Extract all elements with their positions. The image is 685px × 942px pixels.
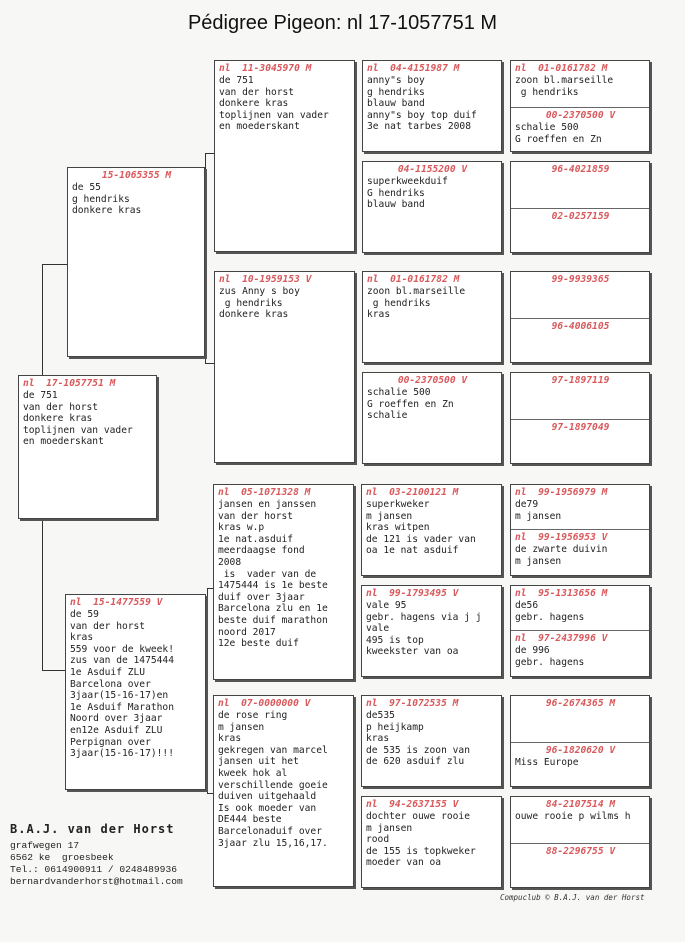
ring-number: nl 99-1956979 M bbox=[515, 487, 608, 498]
pigeon-info: zoon bl.marseille g hendriks bbox=[515, 75, 614, 98]
pigeon-info: de79 m jansen bbox=[515, 499, 562, 522]
ring-number: nl 10-1959153 V bbox=[219, 274, 312, 285]
page-title: Pédigree Pigeon: nl 17-1057751 M bbox=[187, 12, 498, 34]
connector-line bbox=[205, 153, 206, 363]
ancestor-pair-box bbox=[510, 271, 650, 363]
pigeon-info: zoon bl.marseille g hendriks kras bbox=[367, 286, 466, 321]
ring-number: nl 07-0000000 V bbox=[218, 698, 311, 709]
ancestor-mff-box bbox=[361, 484, 502, 576]
pigeon-info: de 59 van der horst kras 559 voor de kweek! zus van de 1475444 1e Asduif ZLU Barcelona over 3jaar(15-16-17)en 1e Asduif Marathon Noord over 3jaar en12e Asduif ZLU Perpignan over 3jaar(15-16-17)!!! bbox=[70, 609, 174, 760]
pigeon-info: de535 p heijkamp kras de 535 is zoon van de 620 asduif zlu bbox=[366, 710, 470, 768]
pigeon-info: schalie 500 G roeffen en Zn schalie bbox=[367, 387, 454, 422]
grandsire-mf-box bbox=[213, 484, 354, 680]
ring-number: nl 97-2437996 V bbox=[515, 633, 608, 644]
software-credit: Compuclub © B.A.J. van der Horst bbox=[500, 893, 645, 902]
breeder-email: bernardvanderhorst@hotmail.com bbox=[10, 876, 183, 887]
ring-number: 88-2296755 V bbox=[545, 846, 616, 857]
ancestor-mmm-box bbox=[361, 796, 502, 888]
breeder-phone: Tel.: 0614900911 / 0248489936 bbox=[10, 864, 177, 875]
ring-number: 97-1897049 bbox=[551, 422, 610, 433]
pigeon-info: de 55 g hendriks donkere kras bbox=[72, 182, 142, 217]
ring-number: 96-2674365 M bbox=[545, 698, 616, 709]
pigeon-info: vale 95 gebr. hagens via j j vale 495 is top kweekster van oa bbox=[366, 600, 482, 658]
ring-number: nl 05-1071328 M bbox=[218, 487, 311, 498]
granddam-fm-box bbox=[214, 271, 355, 463]
pigeon-info: dochter ouwe rooie m jansen rood de 155 is topkweker moeder van oa bbox=[366, 811, 476, 869]
subject-pigeon-box bbox=[18, 375, 157, 519]
ring-number: nl 15-1477559 V bbox=[70, 597, 163, 608]
grandsire-ff-box bbox=[214, 60, 355, 252]
ancestor-pair-box bbox=[510, 484, 650, 576]
ancestor-pair-box bbox=[510, 60, 650, 152]
ancestor-ffm-box bbox=[362, 161, 502, 253]
ring-number: 00-2370500 V bbox=[545, 110, 616, 121]
father-box bbox=[67, 167, 205, 357]
ring-number: nl 17-1057751 M bbox=[23, 378, 116, 389]
ancestor-mmf-box bbox=[361, 695, 502, 787]
ring-number: nl 94-2637155 V bbox=[366, 799, 459, 810]
ancestor-pair-box bbox=[510, 585, 650, 677]
pigeon-info: anny"s boy g hendriks blauw band anny"s boy top duif 3e nat tarbes 2008 bbox=[367, 75, 477, 133]
ring-number: nl 03-2100121 M bbox=[366, 487, 459, 498]
pigeon-info: ouwe rooie p wilms h bbox=[515, 811, 631, 822]
pigeon-info: de 996 gebr. hagens bbox=[515, 645, 585, 668]
breeder-name: B.A.J. van der Horst bbox=[10, 822, 175, 836]
ring-number: nl 11-3045970 M bbox=[219, 63, 312, 74]
breeder-info bbox=[10, 822, 183, 888]
connector-line bbox=[42, 264, 68, 265]
ring-number: 96-4021859 bbox=[551, 164, 610, 175]
pigeon-info: de56 gebr. hagens bbox=[515, 600, 585, 623]
ring-number: 99-9939365 bbox=[551, 274, 610, 285]
ring-number: nl 99-1793495 V bbox=[366, 588, 459, 599]
ring-number: 02-0257159 bbox=[551, 211, 610, 222]
ancestor-fmm-box bbox=[362, 372, 502, 464]
ring-number: 97-1897119 bbox=[551, 375, 610, 386]
pigeon-info: de zwarte duivin m jansen bbox=[515, 544, 608, 567]
ancestor-pair-box bbox=[510, 695, 650, 787]
ring-number: 04-1155200 V bbox=[397, 164, 468, 175]
ring-number: nl 01-0161782 M bbox=[367, 274, 460, 285]
pigeon-info: schalie 500 G roeffen en Zn bbox=[515, 122, 602, 145]
pigeon-info: de 751 van der horst donkere kras toplijnen van vader en moederskant bbox=[219, 75, 329, 133]
connector-line bbox=[42, 670, 66, 671]
connector-line bbox=[42, 264, 43, 378]
ring-number: nl 99-1956953 V bbox=[515, 532, 608, 543]
pigeon-info: superkweker m jansen kras witpen de 121 is vader van oa 1e nat asduif bbox=[366, 499, 476, 557]
ancestor-mfm-box bbox=[361, 585, 502, 677]
ring-number: nl 95-1313656 M bbox=[515, 588, 608, 599]
ring-number: 84-2107514 M bbox=[545, 799, 616, 810]
ring-number: 96-4006105 bbox=[551, 321, 610, 332]
ring-number: 00-2370500 V bbox=[397, 375, 468, 386]
ring-number: nl 01-0161782 M bbox=[515, 63, 608, 74]
connector-line bbox=[42, 519, 43, 594]
pigeon-info: zus Anny s boy g hendriks donkere kras bbox=[219, 286, 300, 321]
ring-number: nl 04-4151987 M bbox=[367, 63, 460, 74]
mother-box bbox=[65, 594, 206, 790]
breeder-address: grafwegen 17 bbox=[10, 840, 80, 851]
ancestor-fff-box bbox=[362, 60, 502, 152]
ring-number: 96-1820620 V bbox=[545, 745, 616, 756]
ring-number: 15-1065355 M bbox=[101, 170, 172, 181]
pigeon-info: Miss Europe bbox=[515, 757, 579, 768]
connector-line bbox=[207, 588, 208, 793]
ancestor-pair-box bbox=[510, 372, 650, 464]
breeder-city: 6562 ke groesbeek bbox=[10, 852, 114, 863]
pigeon-info: de 751 van der horst donkere kras toplijnen van vader en moederskant bbox=[23, 390, 133, 448]
ancestor-pair-box bbox=[510, 796, 650, 888]
ring-number: nl 97-1072535 M bbox=[366, 698, 459, 709]
pigeon-info: de rose ring m jansen kras gekregen van marcel jansen uit het kweek hok al verschillende goeie duiven uitgehaald Is ook moeder van DE444 beste Barcelonaduif over 3jaar zlu 15,16,17. bbox=[218, 710, 328, 849]
granddam-mm-box bbox=[213, 695, 354, 887]
ancestor-pair-box bbox=[510, 161, 650, 253]
ancestor-fmf-box bbox=[362, 271, 502, 363]
pigeon-info: superkweekduif G hendriks blauw band bbox=[367, 176, 448, 211]
connector-line bbox=[42, 594, 43, 670]
pigeon-info: jansen en janssen van der horst kras w.p 1e nat.asduif meerdaagse fond 2008 is vader van de 1475444 is 1e beste duif over 3jaar Barcelona zlu en 1e beste duif marathon noord 2017 12e beste duif bbox=[218, 499, 328, 650]
